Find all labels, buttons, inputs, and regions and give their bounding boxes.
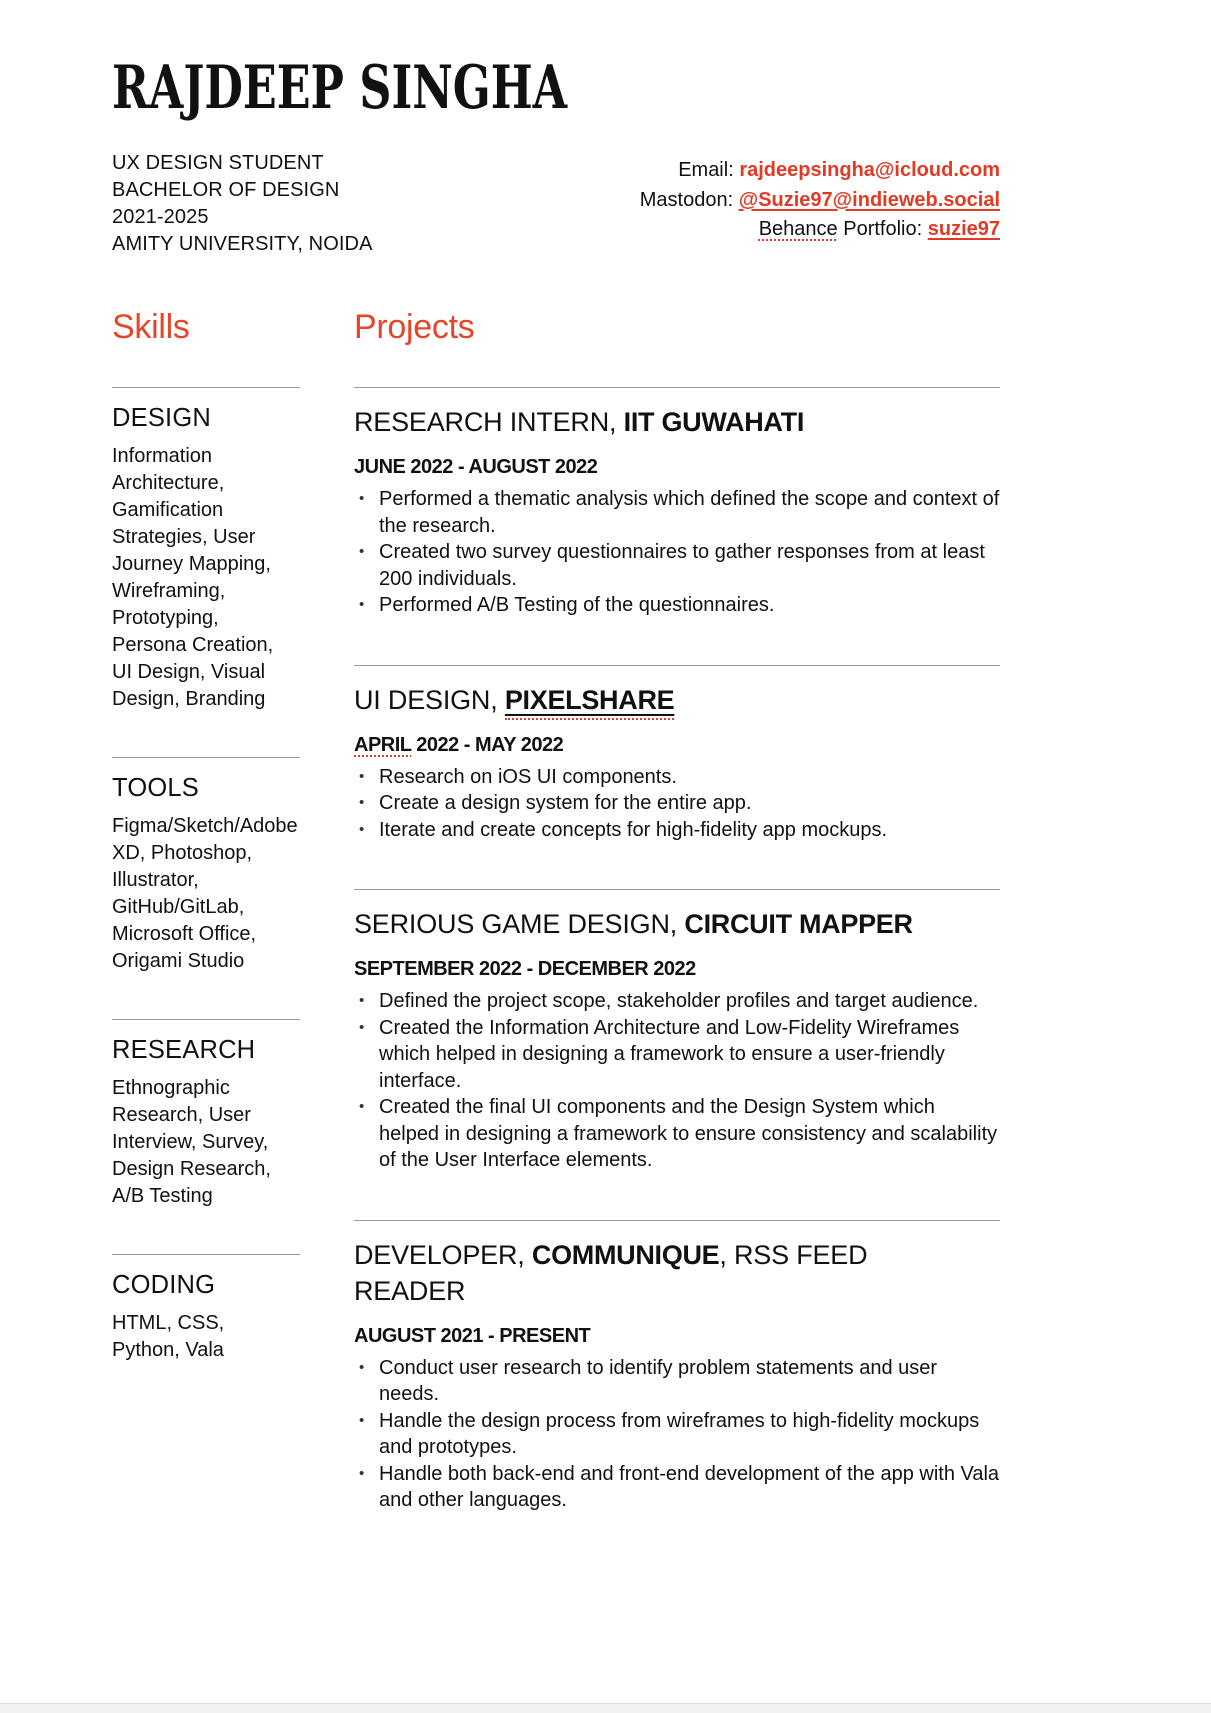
projects-heading: Projects — [354, 308, 475, 346]
skill-section-title: DESIGN — [112, 404, 211, 432]
divider — [112, 1019, 300, 1020]
subtitle-line: UX DESIGN STUDENT — [112, 152, 324, 174]
contact-block — [640, 156, 1000, 258]
divider — [354, 1220, 1000, 1221]
project-bullet: • Performed a thematic analysis which defined the scope and context of the research. — [354, 486, 1000, 539]
divider — [354, 387, 1000, 388]
project-title — [354, 404, 1000, 440]
skill-section-body: HTML, CSS, Python, Vala — [112, 1312, 225, 1361]
page-title: RAJDEEP SINGHA — [112, 53, 568, 123]
portfolio-label: Portfolio: — [843, 218, 923, 240]
mastodon-link[interactable]: @Suzie97@indieweb.social — [738, 188, 1000, 211]
contact-line-email — [640, 156, 1000, 186]
skill-section-body: Ethnographic Research, User Interview, Survey, Design Research, A/B Testing — [112, 1077, 271, 1207]
skill-section-title: CODING — [112, 1271, 216, 1299]
subtitle-line: 2021-2025 — [112, 206, 209, 228]
divider — [112, 387, 300, 388]
subtitle-line: AMITY UNIVERSITY, NOIDA — [112, 233, 373, 255]
page-bottom-edge — [0, 1703, 1211, 1713]
project-title — [354, 906, 1000, 942]
two-column-layout — [112, 308, 1000, 1560]
project-date-rest: JUNE 2022 - AUGUST 2022 — [354, 456, 598, 478]
project-title-role: SERIOUS GAME DESIGN, — [354, 909, 685, 939]
project-date-rest: SEPTEMBER 2022 - DECEMBER 2022 — [354, 958, 696, 980]
project-date-rest: 2022 - MAY 2022 — [411, 733, 564, 756]
skill-section-title: RESEARCH — [112, 1036, 256, 1064]
project-title-role: DEVELOPER, — [354, 1239, 532, 1270]
skill-section-coding — [112, 1254, 300, 1364]
project-bullet: • Conduct user research to identify problem statements and user needs. — [354, 1355, 1000, 1408]
skill-section-body: Figma/Sketch/Adobe XD, Photoshop, Illustrator, GitHub/GitLab, Microsoft Office, Origami Studio — [112, 815, 298, 972]
header-row — [112, 150, 1000, 258]
project-date-rest: AUGUST 2021 - PRESENT — [354, 1324, 591, 1347]
project-pixelshare — [354, 665, 1000, 844]
divider — [112, 1254, 300, 1255]
project-title-role: UI DESIGN, — [354, 684, 505, 715]
skill-section-tools — [112, 757, 300, 975]
project-date-marked: APRIL — [354, 733, 412, 756]
project-bullet: • Created the final UI components and the Design System which helped in designing a framework to ensure consistency and scalability of the User Interface elements. — [354, 1094, 1000, 1174]
skills-heading: Skills — [112, 308, 190, 346]
project-bullet: • Handle the design process from wireframes to high-fidelity mockups and prototypes. — [354, 1408, 1000, 1461]
project-title — [354, 1237, 1000, 1309]
skills-column — [112, 308, 300, 1560]
project-bullet: • Create a design system for the entire app. — [354, 790, 1000, 817]
email-label: Email: — [678, 159, 734, 181]
skill-section-design — [112, 387, 300, 713]
mastodon-label: Mastodon: — [639, 188, 734, 211]
project-bullet: • Created two survey questionnaires to gather responses from at least 200 individuals. — [354, 539, 1000, 592]
project-bullet: • Handle both back-end and front-end development of the app with Vala and other languages. — [354, 1461, 1000, 1514]
project-date — [354, 734, 1000, 757]
project-bullet: • Defined the project scope, stakeholder profiles and target audience. — [354, 988, 1000, 1015]
project-bullet: • Performed A/B Testing of the questionnaires. — [354, 592, 1000, 619]
behance-word: Behance — [758, 218, 838, 240]
project-circuit-mapper — [354, 889, 1000, 1174]
behance-portfolio-link[interactable]: suzie97 — [927, 218, 1000, 240]
project-title-org: IIT GUWAHATI — [623, 407, 805, 437]
project-title-role: RESEARCH INTERN, — [354, 407, 624, 437]
project-title-suffix: , RSS FEED READER — [354, 1239, 868, 1306]
project-research-intern — [354, 387, 1000, 619]
divider — [354, 665, 1000, 666]
contact-line-behance — [640, 215, 1000, 245]
subtitle-line: BACHELOR OF DESIGN — [112, 179, 340, 201]
project-title-org: COMMUNIQUE — [531, 1239, 720, 1270]
project-bullet: • Created the Information Architecture and Low-Fidelity Wireframes which helped in designing a framework to ensure a user-friendly interface. — [354, 1015, 1000, 1095]
subtitle-block — [112, 150, 373, 258]
project-bullet-list — [354, 1355, 1000, 1514]
projects-column — [354, 308, 1000, 1560]
project-bullet-list — [354, 764, 1000, 844]
project-date — [354, 1325, 1000, 1348]
skill-section-body: Information Architecture, Gamification Strategies, User Journey Mapping, Wireframing, Prototyping, Persona Creation, UI Design, Visual Design, Branding — [112, 445, 274, 710]
contact-line-mastodon — [640, 186, 1000, 216]
project-title-org: CIRCUIT MAPPER — [684, 909, 913, 939]
project-communique — [354, 1220, 1000, 1514]
project-title — [354, 682, 1000, 718]
project-bullet: • Research on iOS UI components. — [354, 764, 1000, 791]
skill-section-research — [112, 1019, 300, 1210]
project-title-org: PIXELSHARE — [505, 685, 675, 720]
project-date — [354, 958, 1000, 981]
project-bullet-list — [354, 486, 1000, 619]
project-date — [354, 456, 1000, 479]
email-link[interactable]: rajdeepsingha@icloud.com — [739, 159, 1000, 181]
project-bullet: • Iterate and create concepts for high-fidelity app mockups. — [354, 817, 1000, 844]
project-bullet-list — [354, 988, 1000, 1174]
divider — [354, 889, 1000, 890]
skill-section-title: TOOLS — [112, 774, 199, 802]
divider — [112, 757, 300, 758]
